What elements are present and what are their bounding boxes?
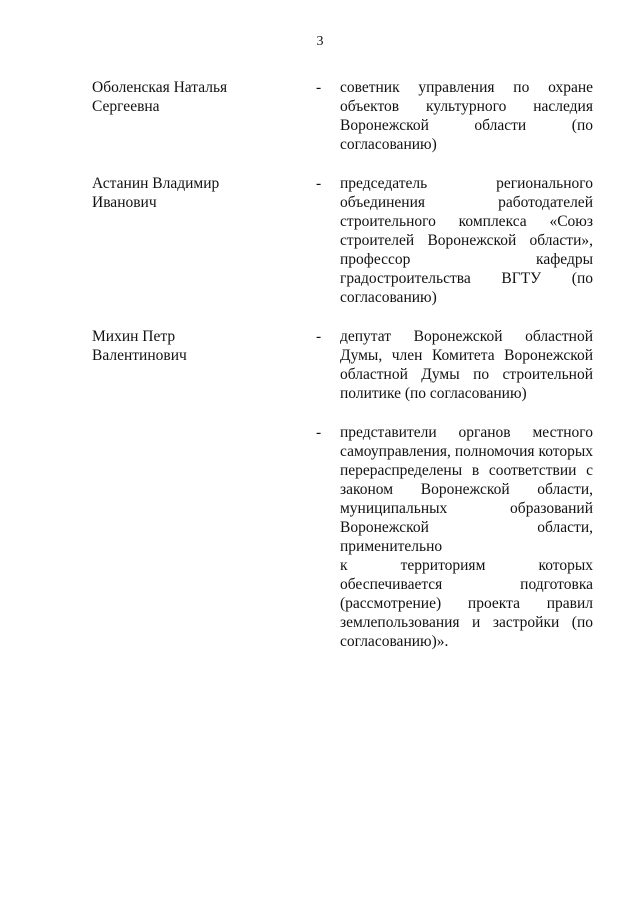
member-role-line: обеспечивается подготовка <box>340 576 593 593</box>
member-name-line: Оболенская Наталья <box>92 79 228 96</box>
member-role-line: Воронежской области (по <box>340 117 593 134</box>
member-role <box>340 327 593 403</box>
member-name-line: Валентинович <box>92 347 187 364</box>
separator-dash: - <box>316 175 322 192</box>
member-role-line: областной Думы по строительной <box>340 366 593 383</box>
member-role-line: законом Воронежской области, <box>340 481 593 498</box>
member-role-line: согласованию) <box>340 289 437 306</box>
member-role <box>340 423 593 651</box>
member-role-line: Думы, член Комитета Воронежской <box>340 347 593 364</box>
member-role-line: депутат Воронежской областной <box>340 328 593 345</box>
member-name-line: Сергеевна <box>92 98 160 115</box>
member-entry-mikhin <box>0 327 640 403</box>
member-role-line: строительного комплекса «Союз <box>340 213 593 230</box>
member-role-line: (рассмотрение) проекта правил <box>340 595 593 612</box>
member-role-line: самоуправления, полномочия которых <box>340 443 593 460</box>
member-role-line: политике (по согласованию) <box>340 385 527 402</box>
member-role-line: объектов культурного наследия <box>340 98 593 115</box>
member-role-line: муниципальных образований <box>340 500 593 517</box>
member-role-line: председатель регионального <box>340 175 593 192</box>
member-role <box>340 174 593 307</box>
member-role-line: к территориям которых <box>340 557 593 574</box>
member-role-line: советник управления по охране <box>340 79 593 96</box>
member-entry-local-representatives <box>0 423 640 651</box>
member-name-line: Иванович <box>92 194 157 211</box>
member-role-line: согласованию)». <box>340 633 449 650</box>
member-role-line: строителей Воронежской области», <box>340 232 593 249</box>
member-role-line: представители органов местного <box>340 424 593 441</box>
separator-dash: - <box>316 79 322 96</box>
member-role-line: перераспределены в соответствии с <box>340 462 593 479</box>
member-role-line: землепользования и застройки (по <box>340 614 593 631</box>
member-list <box>0 78 640 671</box>
page-number: 3 <box>316 34 324 49</box>
separator-dash: - <box>316 328 322 345</box>
member-role-line: объединения работодателей <box>340 194 593 211</box>
member-entry-oblenskaya <box>0 78 640 154</box>
member-role-line: Воронежской области, применительно <box>340 519 593 555</box>
member-role-line: согласованию) <box>340 136 437 153</box>
member-name-line: Михин Петр <box>92 328 176 345</box>
member-role-line: профессор кафедры <box>340 251 593 268</box>
member-entry-astanin <box>0 174 640 307</box>
member-name <box>92 174 292 212</box>
member-role-line: градостроительства ВГТУ (по <box>340 270 593 287</box>
member-name <box>92 78 292 116</box>
member-name-line: Астанин Владимир <box>92 175 220 192</box>
member-name <box>92 327 292 365</box>
separator-dash: - <box>316 424 322 441</box>
member-role <box>340 78 593 154</box>
